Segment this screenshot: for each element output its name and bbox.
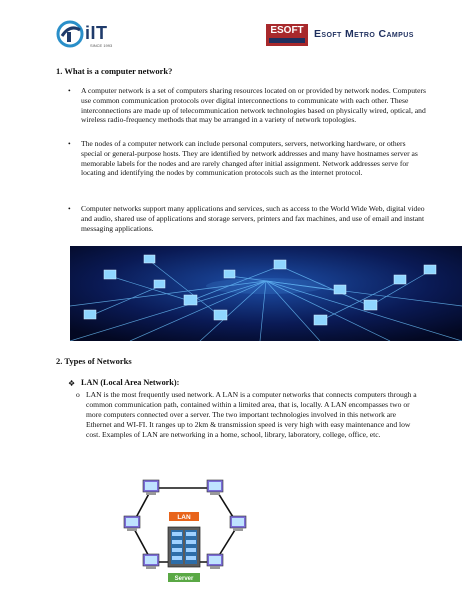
section-1-title: 1. What is a computer network?	[56, 66, 173, 76]
esoft-logo	[266, 24, 446, 48]
hollow-circle-bullet-icon: o	[76, 390, 80, 399]
bullet-text-1: A computer network is a set of computers sharing resources located on or provided by network nodes. Computers use common communication protocols over digital interconnections to communicate with each other. These interconnections are made up of telecommunication network technologies based on physically wired, optical, and wireless radio-frequency methods that may be arranged in a variety of network topologies.	[81, 86, 427, 125]
esoft-badge	[266, 24, 308, 46]
esoft-badge-stripe	[269, 38, 305, 43]
iit-logo-text: iIT	[85, 23, 108, 43]
lan-description	[76, 390, 420, 440]
bullet-icon: •	[68, 86, 71, 95]
server-rack-icon	[168, 527, 200, 567]
bullet-icon: •	[68, 204, 71, 213]
lan-description-text: LAN is the most frequently used network. A LAN is a computer networks that connects computers through a common communication path, contained within a limited area, that is, locally. A LAN encompasses two or more computers connected over a server. The two important technologies involved in this network are Ethernet and WI-FI. It ranges up to 2km & transmission speed is very high with easy maintenance and low cost. Examples of LAN are networking in a home, school, library, laboratory, college, office, etc.	[86, 390, 417, 439]
iit-logo	[56, 20, 136, 50]
esoft-campus-name: Esoft Metro Campus	[314, 28, 414, 40]
esoft-badge-text: ESOFT	[270, 25, 304, 36]
computer-icon	[124, 516, 140, 531]
section-2-title: 2. Types of Networks	[56, 356, 132, 366]
computer-icon	[143, 480, 159, 495]
computer-icon	[207, 554, 223, 569]
document-header	[0, 0, 474, 56]
server-label: Server	[174, 576, 194, 582]
iit-logo-icon	[56, 20, 84, 48]
diamond-bullet-icon: ❖	[68, 379, 76, 388]
computer-icon	[207, 480, 223, 495]
network-illustration	[70, 246, 462, 341]
computer-icon	[143, 554, 159, 569]
iit-logo-subtext: SINCE 1993	[90, 43, 113, 48]
lan-label: LAN	[177, 514, 191, 521]
bullet-text-3: Computer networks support many applications and services, such as access to the World Wide Web, digital video and audio, shared use of applications and storage servers, printers and fax machines, and use of email and instant messaging applications.	[81, 204, 425, 233]
bullet-text-2: The nodes of a computer network can include personal computers, servers, networking hardware, or others special or general-purpose hosts. They are identified by network addresses and many have hostnames server as memorable labels for the nodes and are rarely changed after initial assignment. Network addresses serve for locating and identifying the nodes by communication protocols such as the internet protocol.	[81, 139, 418, 178]
lan-heading-text: LAN (Local Area Network):	[81, 378, 180, 387]
computer-icon	[230, 516, 246, 531]
bullet-icon: •	[68, 139, 71, 148]
lan-diagram	[110, 470, 260, 608]
